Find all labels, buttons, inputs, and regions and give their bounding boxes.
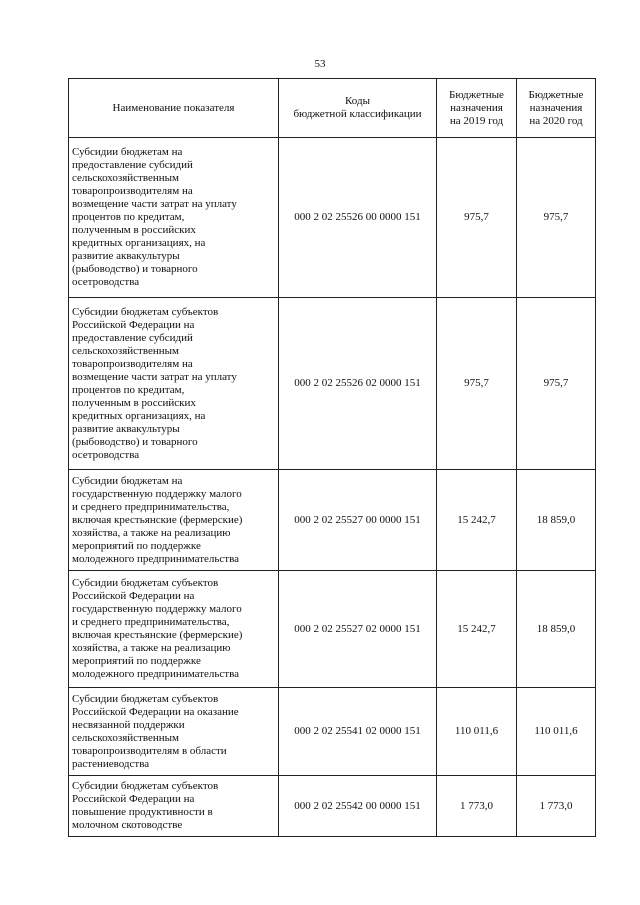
page-number: 53 (314, 58, 326, 70)
header-name: Наименование показателя (69, 79, 279, 138)
table-row (69, 298, 596, 470)
row-name: Субсидии бюджетам субъектов Российской Федерации на оказание несвязанной поддержки сельскохозяйственным товаропроизводителям в области растениеводства (69, 688, 279, 776)
row-value-2019: 975,7 (437, 138, 517, 298)
row-value-2020: 975,7 (517, 138, 596, 298)
row-value-2019: 975,7 (437, 298, 517, 470)
row-code: 000 2 02 25526 02 0000 151 (279, 298, 437, 470)
row-name: Субсидии бюджетам на предоставление субсидий сельскохозяйственным товаропроизводителям на возмещение части затрат на уплату процентов по кредитам, полученным в российских кредитных организациях, на развитие аквакультуры (рыбоводство) и товарного осетроводства (69, 138, 279, 298)
row-name: Субсидии бюджетам субъектов Российской Федерации на государственную поддержку малого и среднего предпринимательства, включая крестьянские (фермерские) хозяйства, а также на реализацию мероприятий по поддержке молодежного предпринимательства (69, 571, 279, 688)
row-code: 000 2 02 25542 00 0000 151 (279, 776, 437, 837)
budget-table (68, 78, 596, 837)
row-value-2019: 15 242,7 (437, 571, 517, 688)
row-value-2019: 15 242,7 (437, 470, 517, 571)
header-year-2019: Бюджетные назначения на 2019 год (437, 79, 517, 138)
row-name: Субсидии бюджетам субъектов Российской Федерации на предоставление субсидий сельскохозяйственным товаропроизводителям на возмещение части затрат на уплату процентов по кредитам, полученным в российских кредитных организациях, на развитие аквакультуры (рыбоводство) и товарного осетроводства (69, 298, 279, 470)
table-row (69, 470, 596, 571)
row-value-2020: 18 859,0 (517, 470, 596, 571)
header-year-2020: Бюджетные назначения на 2020 год (517, 79, 596, 138)
row-value-2020: 18 859,0 (517, 571, 596, 688)
table-header-row (69, 79, 596, 138)
table-row (69, 138, 596, 298)
row-code: 000 2 02 25527 02 0000 151 (279, 571, 437, 688)
row-value-2020: 1 773,0 (517, 776, 596, 837)
row-code: 000 2 02 25541 02 0000 151 (279, 688, 437, 776)
header-codes: Коды бюджетной классификации (279, 79, 437, 138)
row-code: 000 2 02 25527 00 0000 151 (279, 470, 437, 571)
row-value-2020: 110 011,6 (517, 688, 596, 776)
row-value-2019: 110 011,6 (437, 688, 517, 776)
row-name: Субсидии бюджетам субъектов Российской Федерации на повышение продуктивности в молочном скотоводстве (69, 776, 279, 837)
table-row (69, 776, 596, 837)
row-value-2020: 975,7 (517, 298, 596, 470)
table-row (69, 571, 596, 688)
row-code: 000 2 02 25526 00 0000 151 (279, 138, 437, 298)
table-row (69, 688, 596, 776)
row-value-2019: 1 773,0 (437, 776, 517, 837)
row-name: Субсидии бюджетам на государственную поддержку малого и среднего предпринимательства, включая крестьянские (фермерские) хозяйства, а также на реализацию мероприятий по поддержке молодежного предпринимательства (69, 470, 279, 571)
